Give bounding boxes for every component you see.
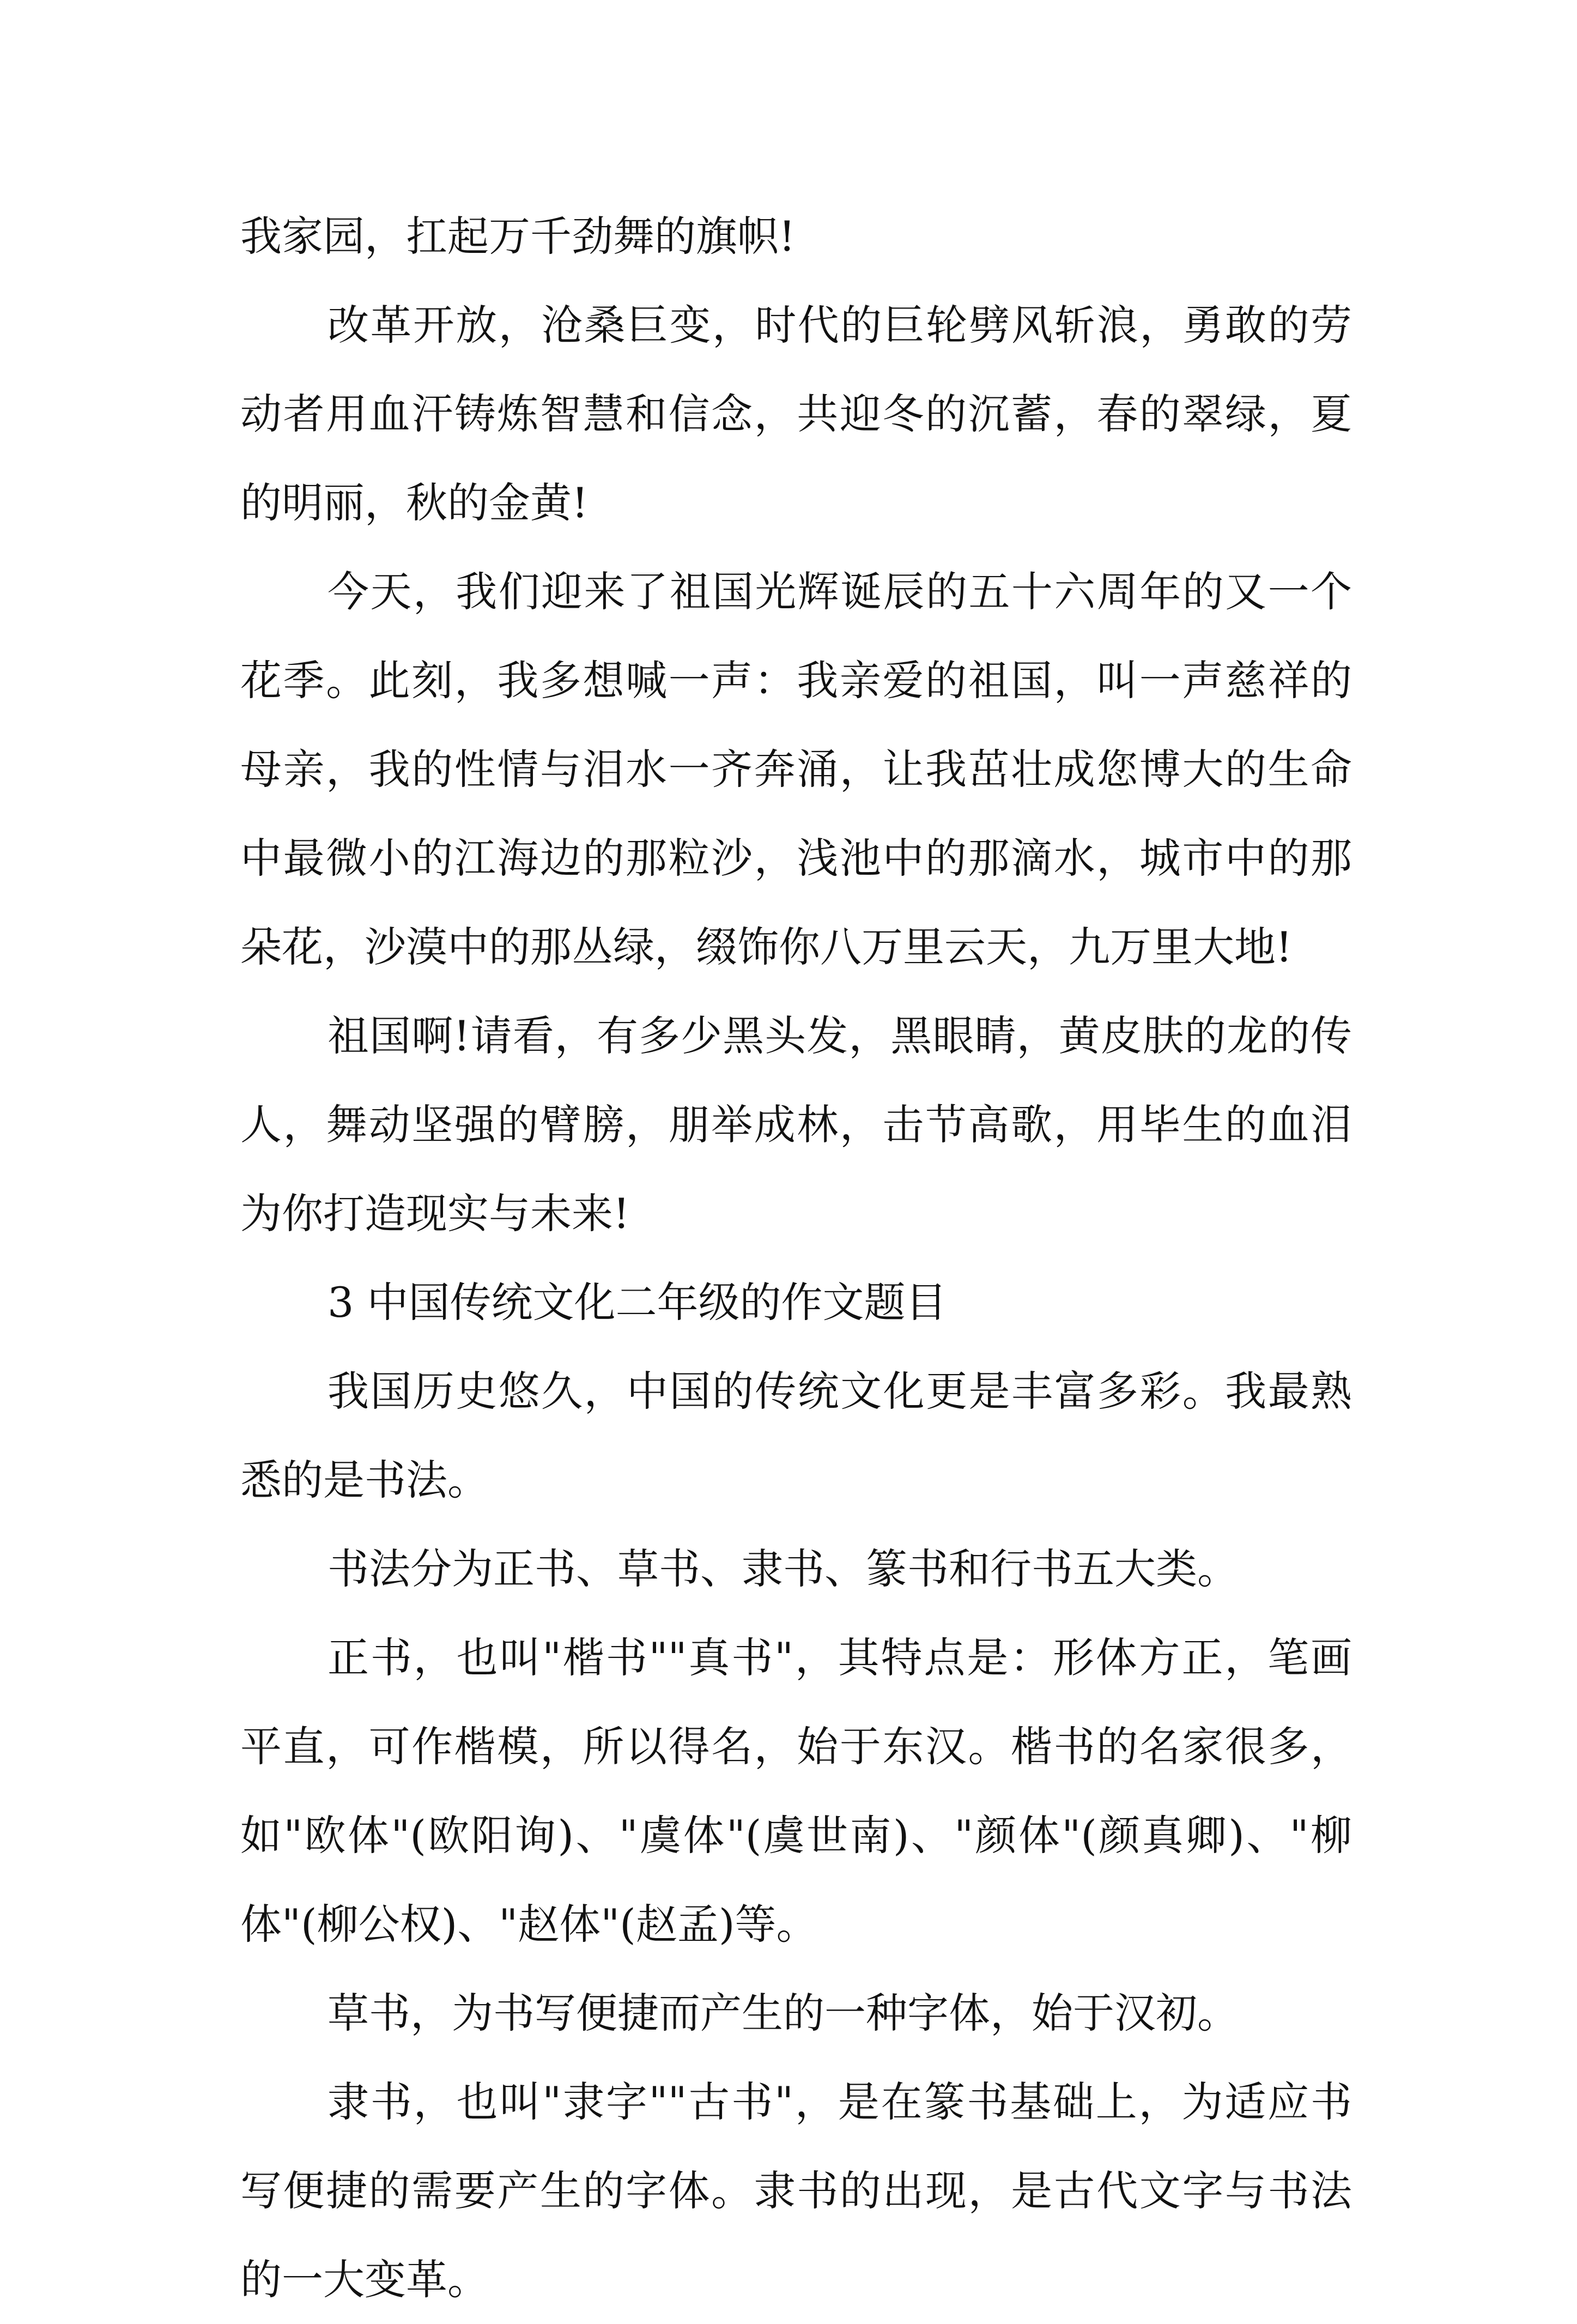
paragraph-8: 草书，为书写便捷而产生的一种字体，始于汉初。 <box>327 1989 1239 2037</box>
paragraph-5: 我国历史悠久，中国的传统文化更是丰富多彩。我最熟悉的是书法。 <box>240 1367 1352 1504</box>
paragraph-4: 祖国啊!请看，有多少黑头发，黑眼睛，黄皮肤的龙的传人，舞动坚强的臂膀，朋举成林，击节高歌，用毕生的血泪为你打造现实与未来! <box>240 1012 1352 1238</box>
paragraph-1: 我家园，扛起万千劲舞的旗帜! <box>240 212 796 261</box>
paragraph-6: 书法分为正书、草书、隶书、篆书和行书五大类。 <box>327 1545 1239 1593</box>
section-heading: 3 中国传统文化二年级的作文题目 <box>327 1278 947 1327</box>
paragraph-7: 正书，也叫"楷书""真书"，其特点是：形体方正，笔画平直，可作楷模，所以得名，始于东汉。楷书的名家很多，如"欧体"(欧阳询)、"虞体"(虞世南)、"颜体"(颜真卿)、"柳体"(柳公权)、"赵体"(赵孟)等。 <box>240 1633 1352 1948</box>
paragraph-3: 今天，我们迎来了祖国光辉诞辰的五十六周年的又一个花季。此刻，我多想喊一声：我亲爱的祖国，叫一声慈祥的母亲，我的性情与泪水一齐奔涌，让我茁壮成您博大的生命中最微小的江海边的那粒沙，浅池中的那滴水，城市中的那朵花，沙漠中的那丛绿，缀饰你八万里云天，九万里大地! <box>240 567 1352 971</box>
paragraph-9: 隶书，也叫"隶字""古书"，是在篆书基础上，为适应书写便捷的需要产生的字体。隶书的出现，是古代文字与书法的一大变革。 <box>240 2078 1352 2304</box>
paragraph-2: 改革开放，沧桑巨变，时代的巨轮劈风斩浪，勇敢的劳动者用血汗铸炼智慧和信念，共迎冬的沉蓄，春的翠绿，夏的明丽，秋的金黄! <box>240 301 1352 527</box>
document-body <box>240 192 1352 2324</box>
